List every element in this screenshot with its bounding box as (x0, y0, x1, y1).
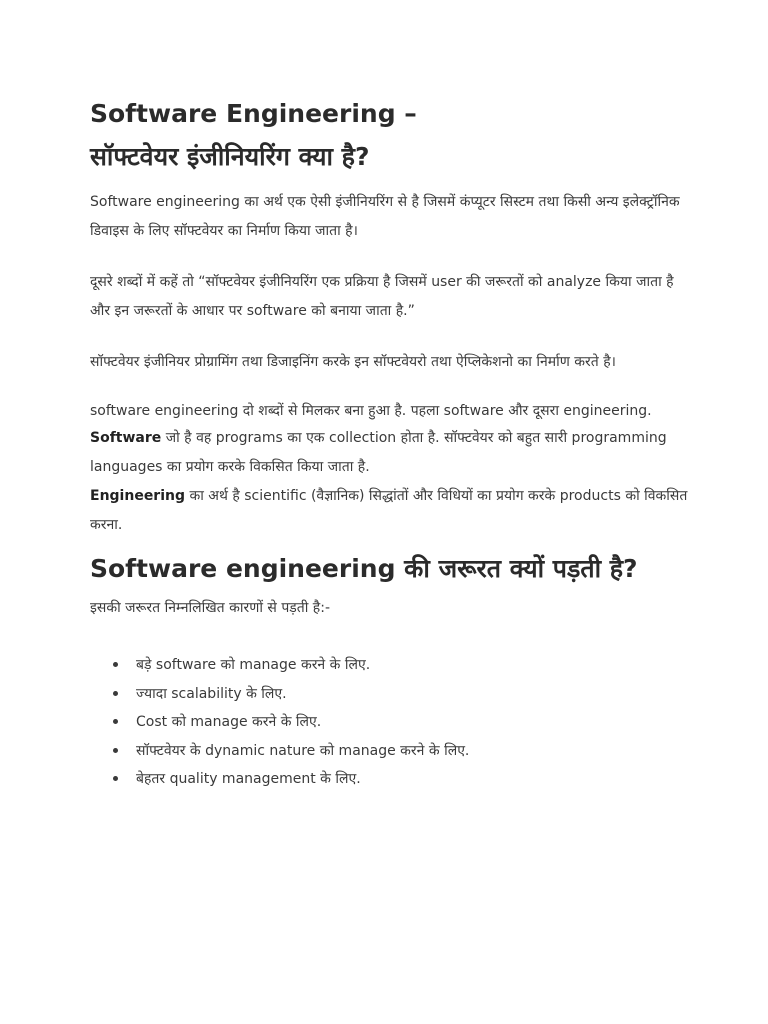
engineering-definition: का अर्थ है scientific (वैज्ञानिक) सिद्धांतों और विधियों का प्रयोग करके products को विकसित करना. (90, 488, 688, 533)
bullet-icon (113, 776, 118, 781)
section-intro: इसकी जरूरत निम्नलिखित कारणों से पड़ती है:- (90, 600, 331, 616)
paragraph-other-words: दूसरे शब्दों में कहें तो “सॉफ्टवेयर इंजीनियरिंग एक प्रक्रिया है जिसमें user की जरूरतों को analyze किया जाता है और इन जरूरतों के आधार पर software को बनाया जाता है.” (90, 274, 674, 319)
bullet-icon (113, 691, 118, 696)
article (90, 92, 690, 794)
list-item (90, 765, 690, 794)
bullet-icon (113, 662, 118, 667)
bullet-icon (113, 719, 118, 724)
paragraph-engineering (90, 482, 690, 540)
list-item-text: सॉफ्टवेयर के dynamic nature को manage करने के लिए. (136, 742, 470, 759)
list-item (90, 708, 690, 737)
list-item-text: बेहतर quality management के लिए. (136, 771, 361, 787)
page-title (90, 92, 690, 178)
page-title-line-2: सॉफ्टवेयर इंजीनियरिंग क्या है? (90, 142, 370, 171)
list-item (90, 737, 690, 766)
paragraph-software (90, 424, 690, 482)
list-item (90, 651, 690, 680)
reasons-list (90, 651, 690, 794)
list-item-text: Cost को manage करने के लिए. (136, 714, 322, 730)
engineering-term: Engineering (90, 488, 185, 504)
bullet-icon (113, 748, 118, 753)
list-item-text: ज्यादा scalability के लिए. (136, 685, 287, 702)
paragraph-definition: Software engineering का अर्थ एक ऐसी इंजीनियरिंग से है जिसमें कंप्यूटर सिस्टम तथा किसी अन्य इलेक्ट्रॉनिक डिवाइस के लिए सॉफ्टवेयर का निर्माण किया जाता है। (90, 194, 680, 239)
paragraph-engineers: सॉफ्टवेयर इंजीनियर प्रोग्रामिंग तथा डिजाइनिंग करके इन सॉफ्टवेयरो तथा ऐप्लिकेशनो का निर्माण करते है। (90, 354, 616, 370)
list-item (90, 680, 690, 709)
section-heading-need: Software engineering की जरूरत क्यों पड़ती है? (90, 554, 638, 583)
software-definition: जो है वह programs का एक collection होता है. सॉफ्टवेयर को बहुत सारी programming languages का प्रयोग करके विकसित किया जाता है. (90, 430, 667, 475)
software-term: Software (90, 430, 162, 446)
page-title-line-1: Software Engineering – (90, 99, 417, 128)
list-item-text: बड़े software को manage करने के लिए. (136, 657, 371, 673)
paragraph-two-words: software engineering दो शब्दों से मिलकर बना हुआ है. पहला software और दूसरा engineering. (90, 403, 652, 419)
